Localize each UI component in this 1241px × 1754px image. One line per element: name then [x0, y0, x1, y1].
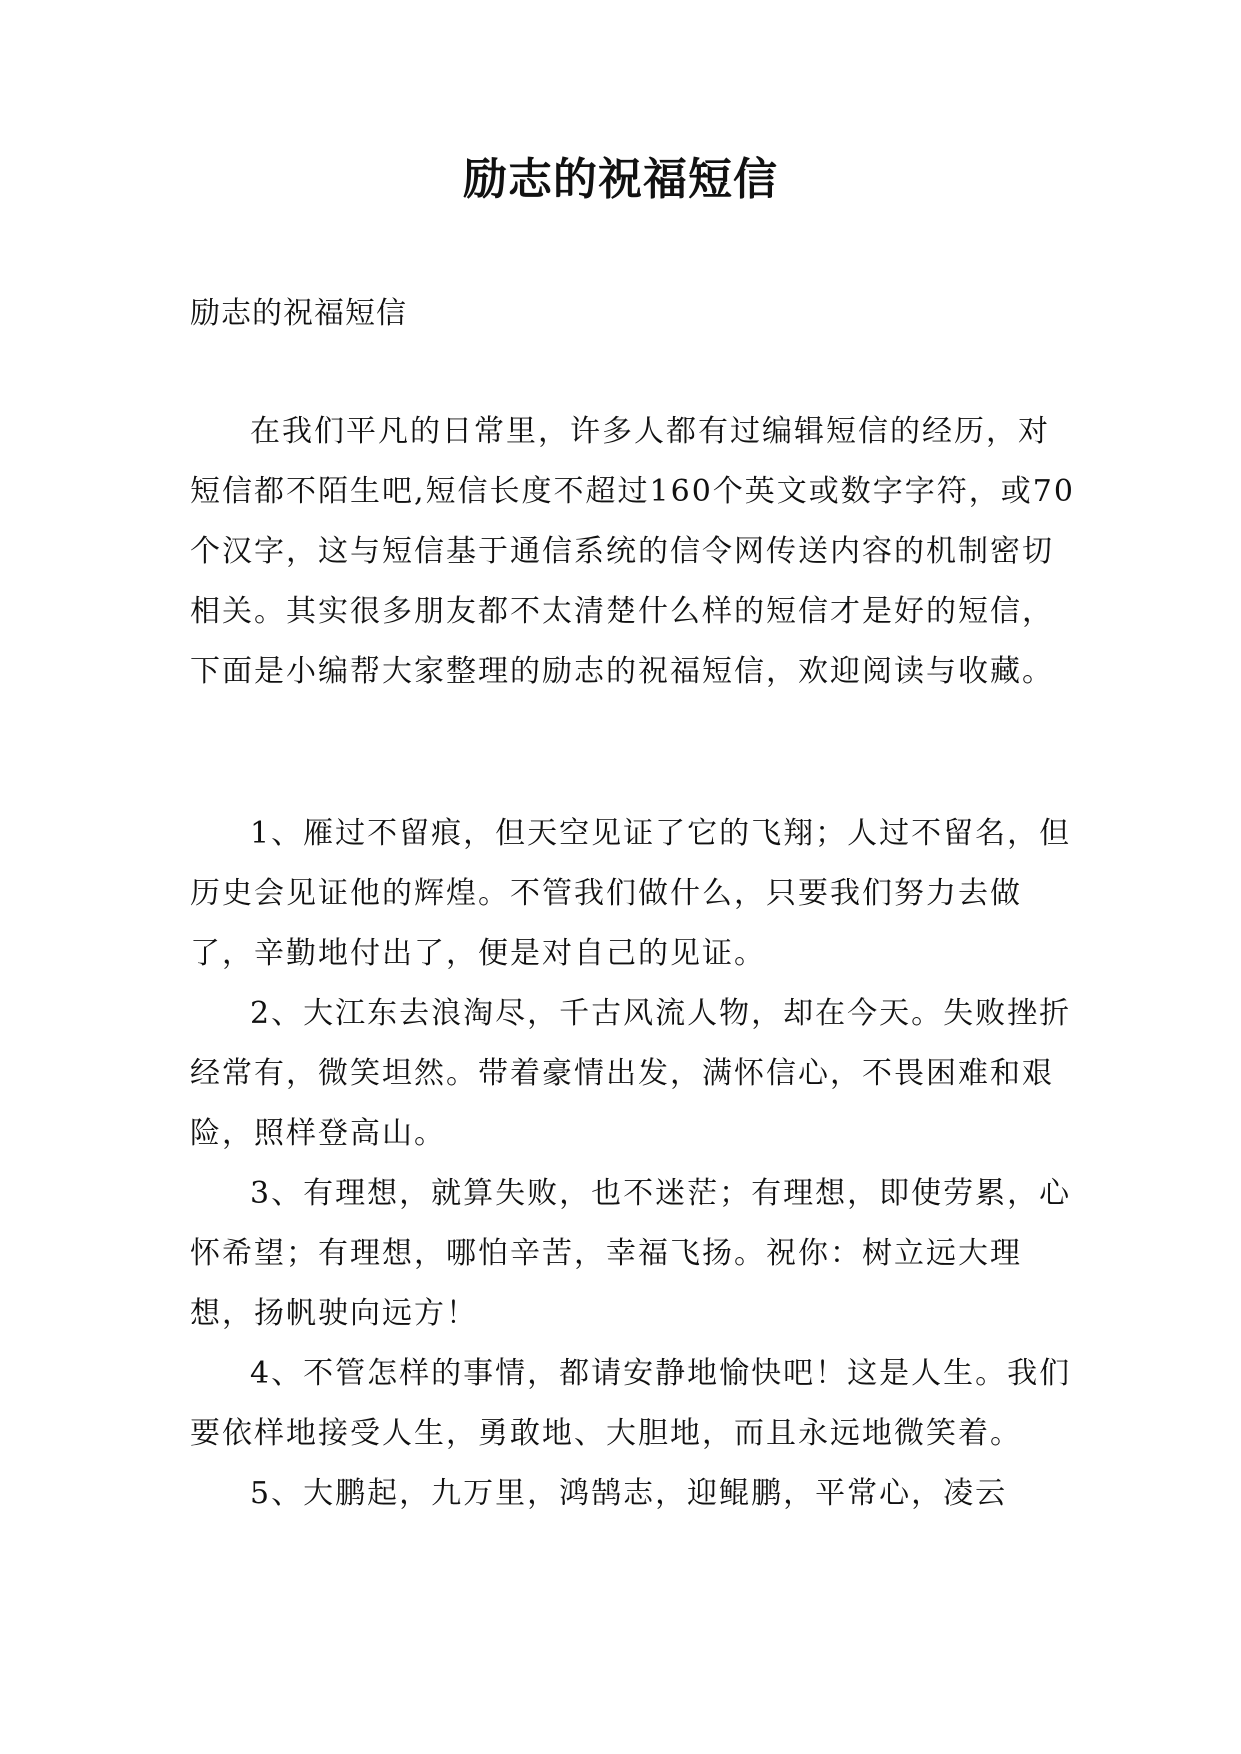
document-subtitle: 励志的祝福短信	[190, 296, 407, 331]
list-item: 1、雁过不留痕，但天空见证了它的飞翔；人过不留名，但历史会见证他的辉煌。不管我们做什么，只要我们努力去做了，辛勤地付出了，便是对自己的见证。	[190, 816, 1072, 971]
list-item: 2、大江东去浪淘尽，千古风流人物，却在今天。失败挫折经常有，微笑坦然。带着豪情出发，满怀信心，不畏困难和艰险，照样登高山。	[190, 996, 1072, 1151]
list-item: 3、有理想，就算失败，也不迷茫；有理想，即使劳累，心怀希望；有理想，哪怕辛苦，幸福飞扬。祝你：树立远大理想，扬帆驶向远方！	[190, 1176, 1072, 1331]
list-item: 5、大鹏起，九万里，鸿鹄志，迎鲲鹏，平常心，凌云	[250, 1476, 1008, 1511]
message-list	[190, 804, 1075, 1524]
intro-section	[190, 402, 1075, 702]
intro-paragraph: 在我们平凡的日常里，许多人都有过编辑短信的经历，对短信都不陌生吧,短信长度不超过160个英文或数字字符，或70个汉字，这与短信基于通信系统的信令网传送内容的机制密切相关。其实很多朋友都不太清楚什么样的短信才是好的短信，下面是小编帮大家整理的励志的祝福短信，欢迎阅读与收藏。	[190, 414, 1075, 689]
list-item: 4、不管怎样的事情，都请安静地愉快吧！这是人生。我们要依样地接受人生，勇敢地、大胆地，而且永远地微笑着。	[190, 1356, 1072, 1451]
document-title: 励志的祝福短信	[463, 154, 778, 205]
